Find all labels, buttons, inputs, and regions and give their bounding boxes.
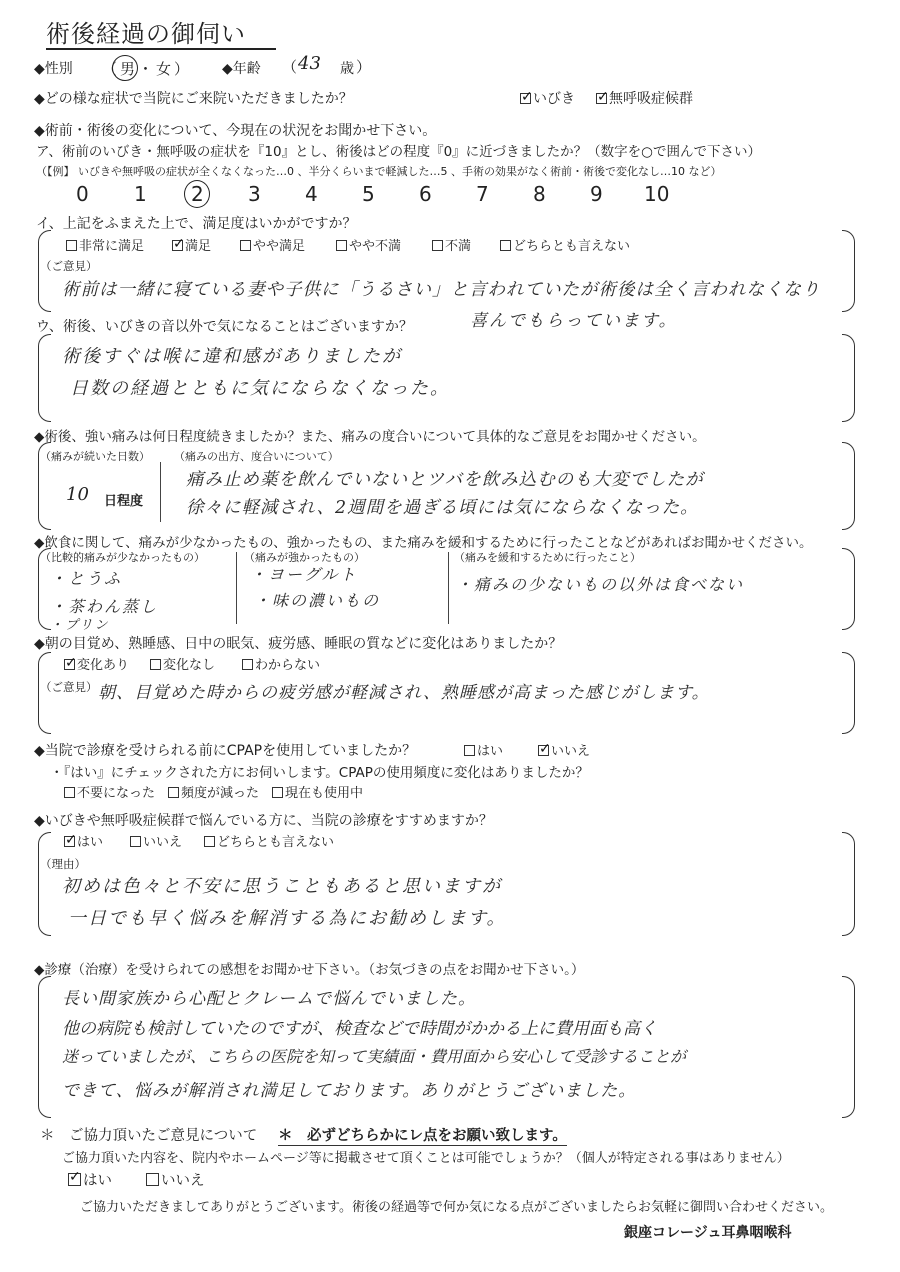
scale-selected-circle (184, 180, 210, 208)
morning-option-unchanged[interactable]: 変化なし (150, 654, 215, 673)
clinic-name: 銀座コレージュ耳鼻咽喉科 (624, 1225, 792, 1241)
food-divider-1 (236, 552, 237, 624)
pain-days-label: （痛みが続いた日数） (40, 450, 150, 463)
satisfaction-bracket-right (842, 230, 855, 312)
scale-7[interactable]: 7 (476, 182, 489, 206)
cpap-freq-option-still[interactable]: 現在も使用中 (272, 782, 363, 801)
reason-comment-line-1: 初めは色々と不安に思うこともあると思いますが (62, 876, 502, 897)
symptom-option-snoring[interactable]: ✓ いびき (520, 88, 575, 108)
morning-opinion-label: （ご意見） (40, 680, 98, 694)
change-question: ◆術前・術後の変化について、今現在の状況をお聞かせ下さい。 (34, 123, 437, 139)
satisfaction-comment-line-2: 喜んでもらっています。 (470, 311, 678, 331)
scale-1[interactable]: 1 (134, 182, 147, 206)
pain-degree-label: （痛みの出方、度合いについて） (174, 450, 339, 463)
symptom-question: ◆どの様な症状で当院にご来院いただきましたか？ (34, 91, 353, 107)
reason-label: （理由） (40, 857, 86, 871)
food-relief-text: ・痛みの少ないもの以外は食べない (456, 575, 745, 594)
recommend-option-no[interactable]: いいえ (130, 831, 182, 850)
sex-selected-circle (112, 55, 138, 81)
age-question: ◆年齢 (222, 61, 261, 77)
satisfaction-comment-line-1: 術前は一緒に寝ている妻や子供に「うるさい」と言われていたが術後は全く言われなくなり (62, 280, 821, 300)
scale-0[interactable]: 0 (76, 182, 89, 206)
recommend-bracket-left (38, 832, 51, 936)
scale-5[interactable]: 5 (362, 182, 375, 206)
scale-6[interactable]: 6 (419, 182, 432, 206)
other-bracket-left (38, 334, 51, 422)
publish-option-yes[interactable]: ✓はい (68, 1169, 112, 1190)
food-high-item: ・ヨーグルト (250, 565, 358, 584)
impression-line-1: 長い間家族から心配とクレームで悩んでいました。 (62, 989, 476, 1009)
impression-line-2: 他の病院も検討していたのですが、検査などで時間がかかる上に費用面も高く (62, 1019, 657, 1039)
food-low-item: ・プリン (50, 618, 110, 633)
pain-comment-line-2: 徐々に軽減され、2週間を過ぎる頃には気にならなくなった。 (186, 498, 699, 518)
pain-days-unit: 日程度 (104, 494, 144, 509)
food-divider-2 (448, 552, 449, 624)
age-unit: 歳 (340, 61, 354, 77)
food-relief-label: （痛みを緩和するために行ったこと） (454, 551, 641, 564)
pain-bracket-right (842, 442, 855, 530)
footer-note-opinion: ＊ ご協力頂いたご意見について (40, 1128, 258, 1144)
other-question: ウ、術後、いびきの音以外で気になることはございますか？ (36, 319, 413, 335)
symptom-option-apnea[interactable]: ✓ 無呼吸症候群 (596, 88, 693, 108)
food-high-item: ・味の濃いもの (254, 591, 381, 610)
pain-comment-line-1: 痛み止め薬を飲んでいないとツバを飲み込むのも大変でしたが (186, 470, 704, 490)
food-low-item: ・とうふ (50, 569, 123, 588)
recommend-bracket-right (842, 832, 855, 936)
morning-bracket-right (842, 652, 855, 734)
age-value[interactable]: 43 (298, 53, 321, 74)
morning-question: ◆朝の目覚め、熟睡感、日中の眠気、疲労感、睡眠の質などに変化はありましたか？ (34, 636, 563, 652)
satisfaction-option-satisfied[interactable]: ✓ 満足 (172, 235, 211, 254)
food-question: ◆飲食に関して、痛みが少なかったもの、強かったもの、また痛みを緩和するために行ったことなどがあればお聞かせください。 (34, 535, 813, 551)
scale-9[interactable]: 9 (590, 182, 603, 206)
reason-comment-line-2: 一日でも早く悩みを解消する為にお勧めします。 (68, 908, 507, 929)
morning-comment: 朝、目覚めた時からの疲労感が軽減され、熟睡感が高まった感じがします。 (98, 683, 710, 703)
sex-options[interactable]: （男・女） (102, 60, 193, 78)
satisfaction-option-neutral[interactable]: どちらとも言えない (500, 235, 630, 254)
satisfaction-option-very[interactable]: 非常に満足 (66, 235, 144, 254)
pain-question: ◆術後、強い痛みは何日程度続きましたか？また、痛みの度合いについて具体的なご意見をお聞かせください。 (34, 429, 706, 445)
scale-8[interactable]: 8 (533, 182, 546, 206)
scale-2[interactable]: 2 (191, 182, 204, 206)
other-bracket-right (842, 334, 855, 422)
impression-line-4: できて、悩みが解消され満足しております。ありがとうございました。 (62, 1081, 637, 1101)
sex-question: ◆性別 (34, 61, 73, 77)
satisfaction-option-unsatisfied[interactable]: 不満 (432, 235, 471, 254)
page-title: 術後経過の御伺い (46, 20, 246, 48)
recommend-option-neutral[interactable]: どちらとも言えない (204, 831, 334, 850)
impression-question: ◆診療（治療）を受けられての感想をお聞かせ下さい。（お気づきの点をお聞かせ下さい。） (34, 962, 585, 978)
satisfaction-question: イ、上記をふまえた上で、満足度はいかがですか？ (36, 216, 357, 232)
other-comment-line-1: 術後すぐは喉に違和感がありましたが (62, 346, 402, 367)
cpap-freq-question: ・『はい』にチェックされた方にお伺いします。CPAPの使用頻度に変化はありましたか？ (50, 765, 589, 781)
other-comment-line-2: 日数の経過とともに気にならなくなった。 (70, 378, 450, 399)
food-high-label: （痛みが強かったもの） (244, 551, 365, 564)
cpap-freq-option-unneeded[interactable]: 不要になった (64, 782, 155, 801)
checkbox-icon[interactable] (520, 93, 531, 104)
opinion-label: （ご意見） (40, 259, 98, 273)
scale-10[interactable]: 10 (644, 182, 670, 206)
food-low-label: （比較的痛みが少なかったもの） (40, 551, 205, 564)
cpap-question: ◆当院で診療を受けられる前にCPAPを使用していましたか？ (34, 743, 417, 759)
footer-note-required: ＊ 必ずどちらかにレ点をお願い致します。 (278, 1124, 567, 1146)
food-low-item: ・茶わん蒸し (50, 597, 159, 616)
scale-4[interactable]: 4 (305, 182, 318, 206)
cpap-freq-option-reduced[interactable]: 頻度が減った (168, 782, 259, 801)
checkbox-icon[interactable] (596, 93, 607, 104)
impression-bracket-right (842, 976, 855, 1118)
cpap-option-no[interactable]: ✓ いいえ (538, 740, 590, 759)
footer-thanks: ご協力いただきましてありがとうございます。術後の経過等で何か気になる点がございましたらお気軽に御問い合わせください。 (80, 1200, 833, 1215)
recommend-option-yes[interactable]: ✓はい (64, 831, 103, 850)
satisfaction-option-somewhat-unsatisfied[interactable]: やや不満 (336, 235, 401, 254)
title-underline (46, 48, 276, 50)
impression-bracket-left (38, 976, 51, 1118)
food-bracket-right (842, 548, 855, 630)
change-example: （【例】 いびきや無呼吸の症状が全くなくなった…0 、半分くらいまで軽減した…5 、手術の効果がなく術前・術後で変化なし…10 など） (36, 165, 722, 178)
morning-option-changed[interactable]: ✓変化あり (64, 654, 129, 673)
satisfaction-option-somewhat[interactable]: やや満足 (240, 235, 305, 254)
scale-3[interactable]: 3 (248, 182, 261, 206)
footer-publish-question: ご協力頂いた内容を、院内やホームページ等に掲載させて頂くことは可能でしょうか？（個人が特定される事はありません） (62, 1151, 790, 1166)
publish-option-no[interactable]: いいえ (146, 1169, 205, 1190)
morning-option-unknown[interactable]: わからない (242, 654, 320, 673)
cpap-option-yes[interactable]: はい (464, 740, 503, 759)
pain-days-value[interactable]: 10 (66, 484, 89, 505)
recommend-question: ◆いびきや無呼吸症候群で悩んでいる方に、当院の診療をすすめますか？ (34, 813, 493, 829)
pain-divider (160, 462, 161, 522)
impression-line-3: 迷っていましたが、こちらの医院を知って実績面・費用面から安心して受診することが (62, 1047, 687, 1066)
change-question-a: ア、術前のいびき・無呼吸の症状を『10』とし、術後はどの程度『0』に近づきましたか？（数字を○で囲んで下さい） (36, 144, 761, 160)
